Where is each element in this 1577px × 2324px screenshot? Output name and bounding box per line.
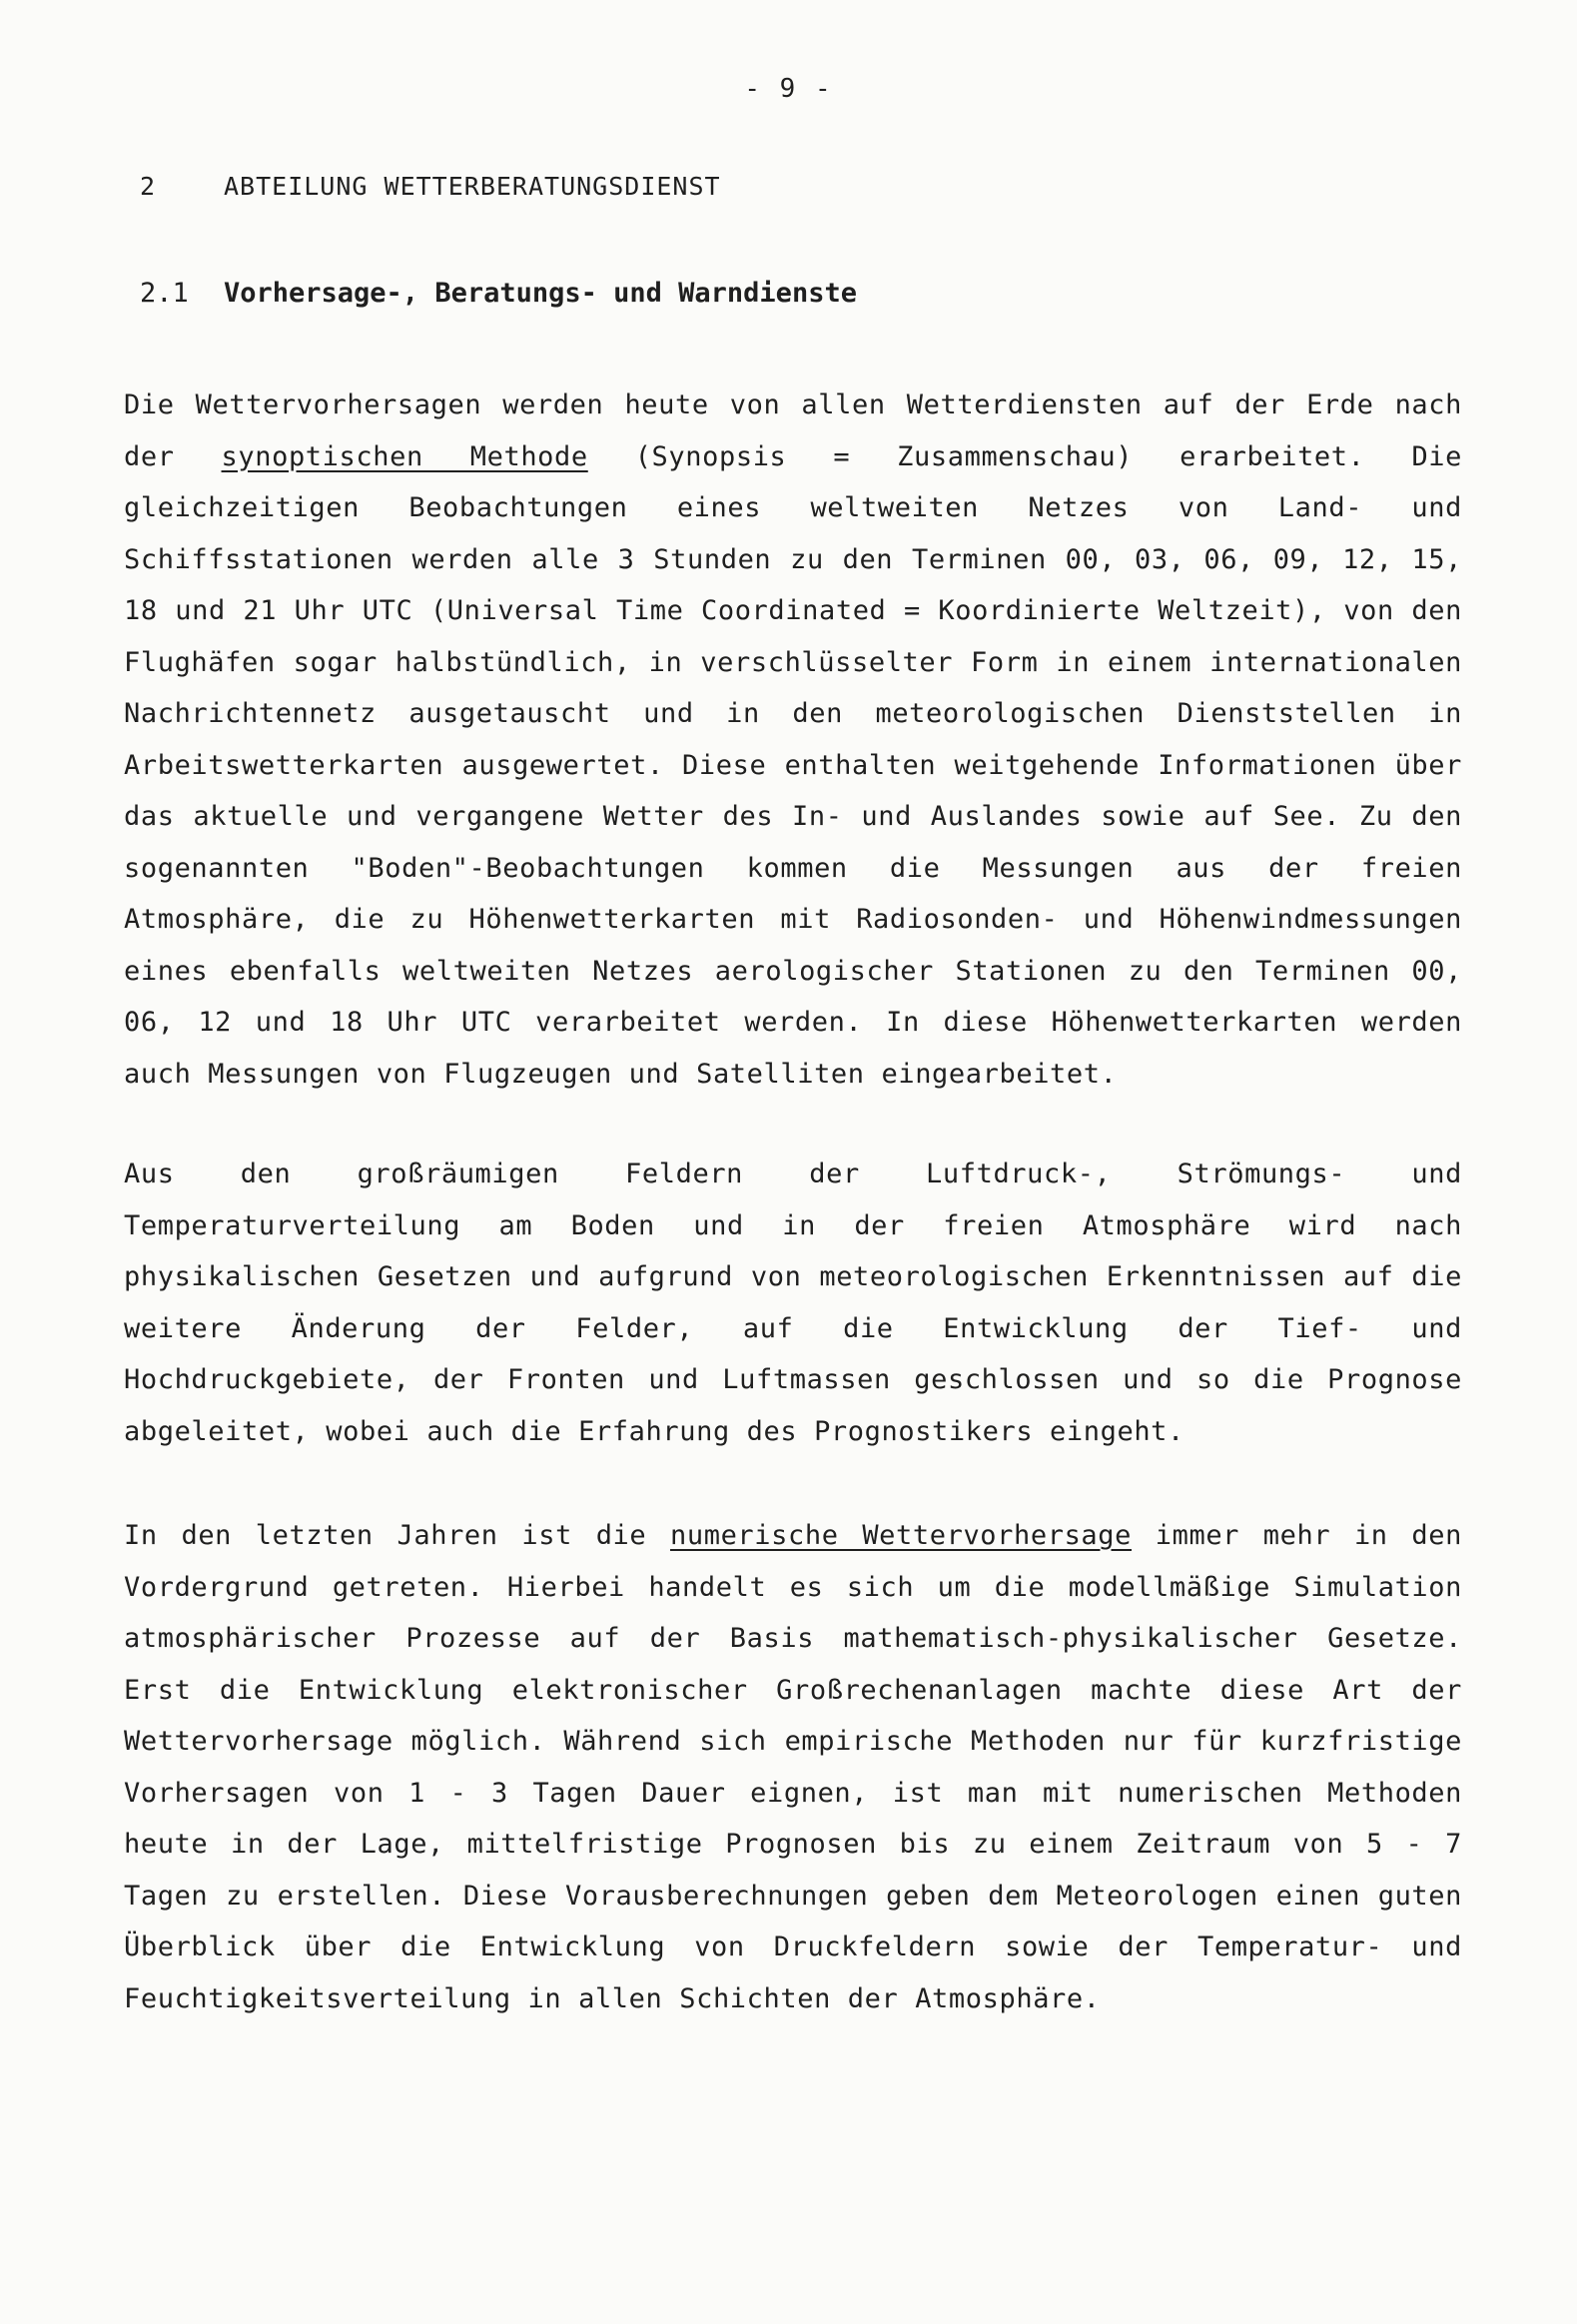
section-heading (140, 278, 857, 309)
paragraph-text: In den letzten Jahren ist die (124, 1520, 671, 1551)
paragraph-text: Aus den großräumigen Feldern der Luftdruck-, Strömungs- und Temperaturverteilung am Boden und in der freien Atmosphäre wird nach physikalischen Gesetzen und aufgrund von meteorologischen Erkenntnissen auf die weitere Änderung der Felder, auf die Entwicklung der Tief- und Hochdruckgebiete, der Fronten und Luftmassen geschlossen und so die Prognose abgeleitet, wobei auch die Erfahrung des Prognostikers eingeht. (124, 1159, 1462, 1447)
chapter-title: ABTEILUNG WETTERBERATUNGSDIENST (224, 172, 721, 201)
paragraph-synoptic-method (124, 380, 1462, 1100)
underlined-term: numerische Wettervorhersage (670, 1520, 1133, 1551)
paragraph-text: Die Wettervorhersagen werden heute von allen Wetterdiensten auf der Erde nach der (124, 389, 1462, 472)
chapter-heading (140, 172, 721, 201)
underlined-term: synoptischen Methode (221, 440, 588, 472)
section-title: Vorhersage-, Beratungs- und Warndienste (224, 278, 857, 309)
paragraph-numerical-forecast (124, 1510, 1462, 2024)
section-number: 2.1 (140, 278, 189, 309)
page-number: - 9 - (744, 74, 833, 104)
paragraph-forecast-derivation (124, 1149, 1462, 1457)
paragraph-text: (Synopsis = Zusammenschau) erarbeitet. Die gleichzeitigen Beobachtungen eines weltweiten Netzes von Land- und Schiffsstationen werden alle 3 Stunden zu den Terminen 00, 03, 06, 09, 12, 15, 18 und 21 Uhr UTC (Universal Time Coordinated = Koordinierte Weltzeit), von den Flughäfen sogar halbstündlich, in verschlüsselter Form in einem internationalen Nachrichtennetz ausgetauscht und in den meteorologischen Dienststellen in Arbeitswetterkarten ausgewertet. Diese enthalten weitgehende Informationen über das aktuelle und vergangene Wetter des In- und Auslandes sowie auf See. Zu den sogenannten "Boden"-Beobachtungen kommen die Messungen aus der freien Atmosphäre, die zu Höhenwetterkarten mit Radiosonden- und Höhenwindmessungen eines ebenfalls weltweiten Netzes aerologischer Stationen zu den Terminen 00, 06, 12 und 18 Uhr UTC verarbeitet werden. In diese Höhenwetterkarten werden auch Messungen von Flugzeugen und Satelliten eingearbeitet. (124, 440, 1463, 1090)
chapter-number: 2 (140, 172, 157, 201)
paragraph-text: immer mehr in den Vordergrund getreten. Hierbei handelt es sich um die modellmäßige Simulation atmosphärischer Prozesse auf der Basis mathematisch-physikalischer Gesetze. Erst die Entwicklung elektronischer Großrechenanlagen machte diese Art der Wettervorhersage möglich. Während sich empirische Methoden nur für kurzfristige Vorhersagen von 1 - 3 Tagen Dauer eignen, ist man mit numerischen Methoden heute in der Lage, mittelfristige Prognosen bis zu einem Zeitraum von 5 - 7 Tagen zu erstellen. Diese Vorausberechnungen geben dem Meteorologen einen guten Überblick über die Entwicklung von Druckfeldern sowie der Temperatur- und Feuchtigkeitsverteilung in allen Schichten der Atmosphäre. (124, 1520, 1462, 2014)
